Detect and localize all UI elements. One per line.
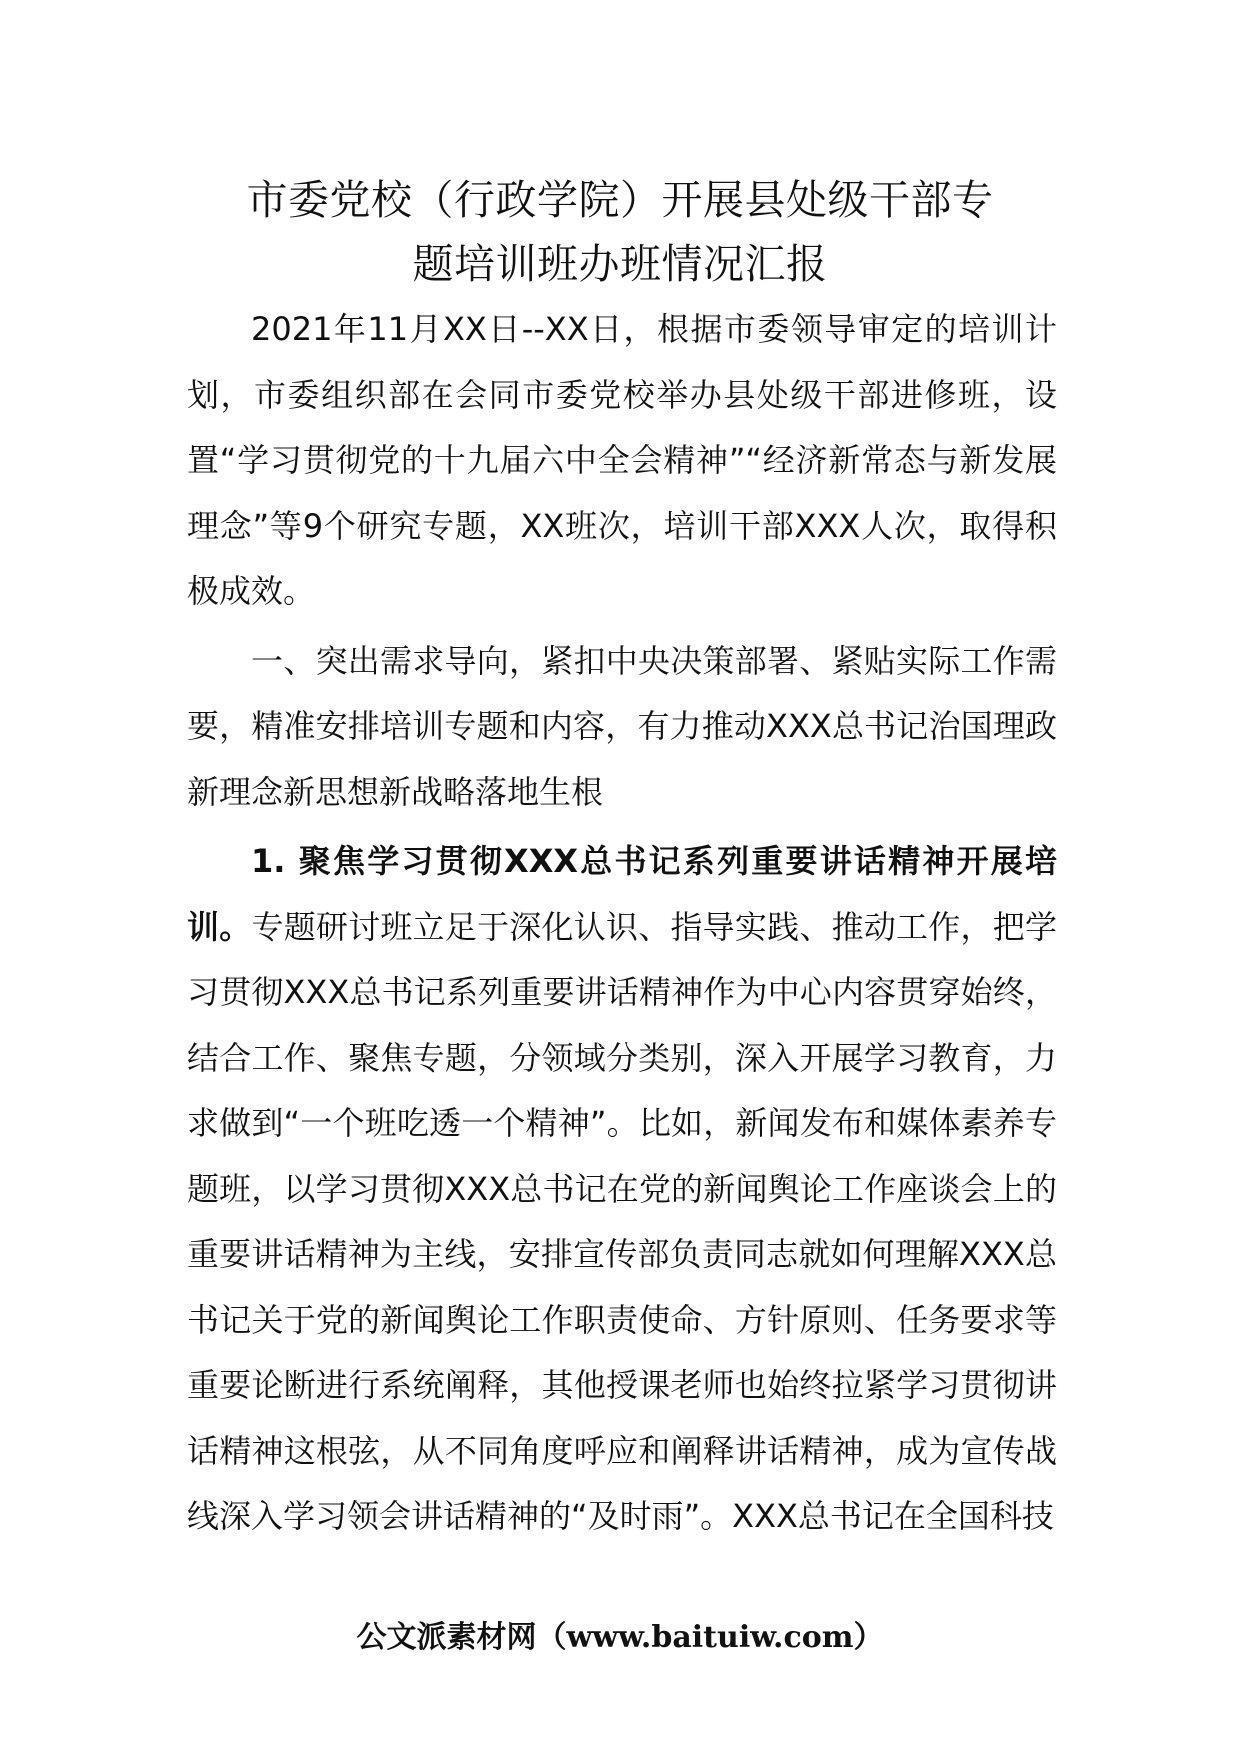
document-title <box>150 168 1090 296</box>
title-line-2: 题培训班办班情况汇报 <box>412 240 828 288</box>
intro-paragraph: 2021年11月XX日--XX日，根据市委领导审定的培训计划，市委组织部在会同市委党校举办县处级干部进修班，设置“学习贯彻党的十九届六中全会精神”“经济新常态与新发展理念”等9个研究专题，XX班次，培训干部XXX人次，取得积极成效。 <box>187 310 1057 610</box>
section-heading: 一、突出需求导向，紧扣中央决策部署、紧贴实际工作需要，精准安排培训专题和内容，有力推动XXX总书记治国理政新理念新思想新战略落地生根 <box>187 641 1057 811</box>
point-body: 专题研讨班立足于深化认识、指导实践、推动工作，把学习贯彻XXX总书记系列重要讲话精神作为中心内容贯穿始终，结合工作、聚焦专题，分领域分类别，深入开展学习教育，力求做到“一个班吃透一个精神”。比如，新闻发布和媒体素养专题班，以学习贯彻XXX总书记在党的新闻舆论工作座谈会上的重要讲话精神为主线，安排宣传部负责同志就如何理解XXX总书记关于党的新闻舆论工作职责使命、方针原则、任务要求等重要论断进行系统阐释，其他授课老师也始终拉紧学习贯彻讲话精神这根弦，从不同角度呼应和阐释讲话精神，成为宣传战线深入学习领会讲话精神的“及时雨”。XXX总书记在全国科技 <box>187 907 1057 1535</box>
footer-watermark: 公文派素材网（www.baituiw.com） <box>356 1620 884 1655</box>
point-paragraph <box>187 829 1057 1550</box>
title-line-1: 市委党校（行政学院）开展县处级干部专 <box>246 176 994 224</box>
document-body <box>187 297 1057 1550</box>
point-lead: 1. 聚焦学习贯彻XXX总书记系列重要讲话精神开展培训。 <box>187 842 1057 946</box>
